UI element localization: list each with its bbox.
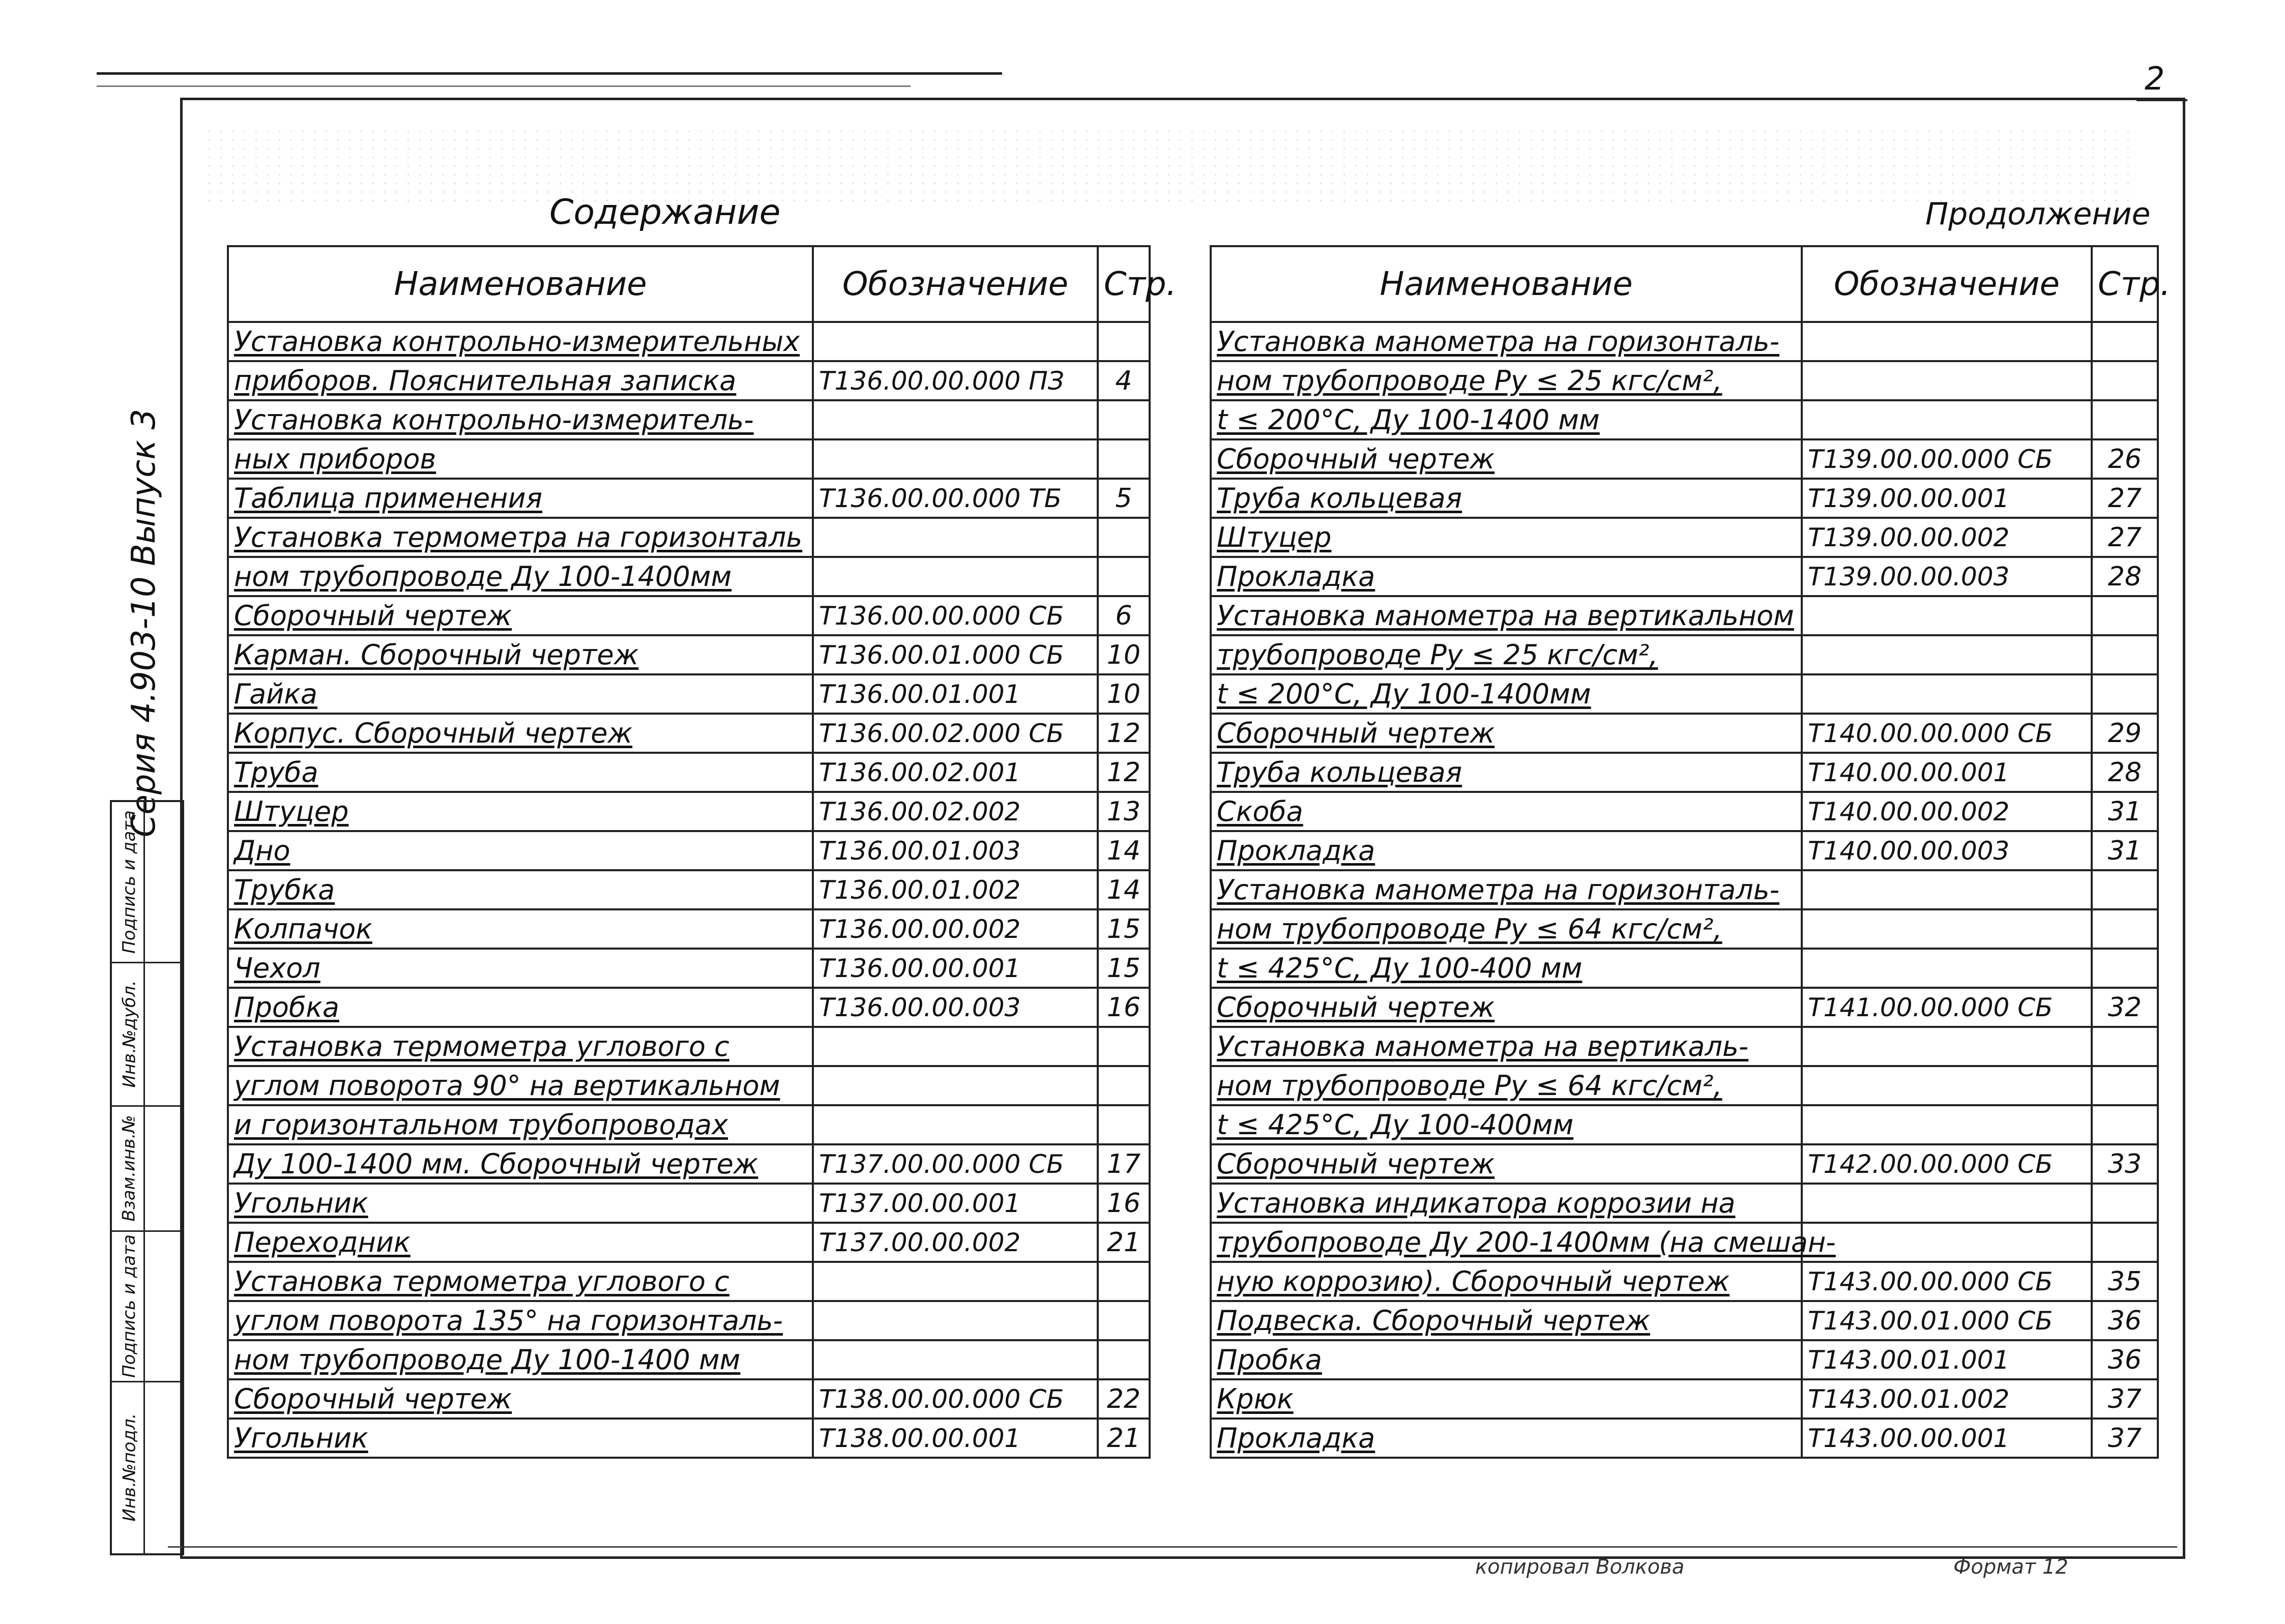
table-row [1211,518,2158,557]
table-row [228,635,1150,674]
row-designation: Т140.00.00.000 СБ [1802,714,2092,753]
row-name: t ≤ 200°С, Ду 100-1400 мм [1211,400,1802,439]
series-label-text: Серия 4.903-10 Выпуск 3 [125,408,163,838]
row-page [2092,870,2158,909]
row-designation: Т142.00.00.000 СБ [1802,1144,2092,1184]
table-row [1211,361,2158,400]
row-designation: Т143.00.01.000 СБ [1802,1301,2092,1340]
row-designation [813,1105,1098,1144]
row-designation: Т140.00.00.003 [1802,831,2092,870]
table-row [228,1144,1150,1184]
row-name: Установка термометра углового с [228,1027,813,1066]
row-name: t ≤ 425°С, Ду 100-400 мм [1211,949,1802,988]
table-row [1211,1262,2158,1301]
row-designation: Т136.00.02.002 [813,792,1098,831]
row-page [1098,439,1150,479]
row-page: 27 [2092,518,2158,557]
table-row [1211,1340,2158,1379]
row-designation [1802,400,2092,439]
contents-caption: Содержание [549,192,781,232]
row-page: 37 [2092,1379,2158,1419]
row-page [2092,1223,2158,1262]
row-name: t ≤ 425°С, Ду 100-400мм [1211,1105,1802,1144]
row-page: 21 [1098,1419,1150,1458]
top-rule [97,72,1002,75]
row-name: Карман. Сборочный чертеж [228,635,813,674]
contents-table-left [227,245,1177,1459]
row-page: 29 [2092,714,2158,753]
row-name: Труба кольцевая [1211,479,1802,518]
row-name: Колпачок [228,909,813,949]
row-name: Установка манометра на горизонталь- [1211,322,1802,361]
row-name: Установка манометра на вертикальном [1211,596,1802,635]
row-page: 4 [1098,361,1150,400]
table-row [228,909,1150,949]
row-page: 10 [1098,674,1150,714]
stamp-label-inv-dubl: Инв.№дубл. [119,980,140,1088]
row-name: ном трубопроводе Ру ≤ 64 кгс/см², [1211,909,1802,949]
table-row [228,518,1150,557]
row-designation: Т136.00.00.001 [813,949,1098,988]
row-page: 12 [1098,714,1150,753]
row-designation [813,1340,1098,1379]
row-name: Крюк [1211,1379,1802,1419]
table-row [228,1340,1150,1379]
header-name: Наименование [228,246,813,322]
table-row [1211,674,2158,714]
row-name: трубопроводе Ру ≤ 25 кгс/см², [1211,635,1802,674]
contents-table-right [1210,245,2171,1459]
row-page: 10 [1098,635,1150,674]
row-page [2092,322,2158,361]
row-designation [813,1027,1098,1066]
header-designation: Обозначение [1802,246,2092,322]
row-name: углом поворота 90° на вертикальном [228,1066,813,1105]
table-row [1211,714,2158,753]
row-page: 28 [2092,557,2158,596]
row-designation [813,439,1098,479]
row-page: 31 [2092,792,2158,831]
stamp-label-signature-date: Подпись и дата [119,1234,140,1378]
table-row [228,557,1150,596]
row-designation: Т136.00.02.000 СБ [813,714,1098,753]
row-name: Корпус. Сборочный чертеж [228,714,813,753]
row-designation: Т143.00.00.000 СБ [1802,1262,2092,1301]
row-page: 16 [1098,988,1150,1027]
row-designation [1802,1223,2092,1262]
stamp-label-vzam-inv: Взам.инв.№ [119,1115,140,1222]
row-page [2092,1184,2158,1223]
row-designation: Т137.00.00.000 СБ [813,1144,1098,1184]
table-row [228,322,1150,361]
table-row [228,1379,1150,1419]
row-page: 15 [1098,949,1150,988]
table-row [1211,557,2158,596]
row-page: 14 [1098,831,1150,870]
table-row [228,870,1150,909]
row-designation [1802,361,2092,400]
frame-bottom-rule [168,1546,2177,1548]
row-page [1098,1301,1150,1340]
table-row [1211,1066,2158,1105]
row-designation [1802,674,2092,714]
row-name: Переходник [228,1223,813,1262]
table-row [1211,831,2158,870]
row-page: 6 [1098,596,1150,635]
table-row [1211,635,2158,674]
row-designation: Т136.00.02.001 [813,753,1098,792]
row-designation: Т136.00.01.001 [813,674,1098,714]
row-designation [1802,870,2092,909]
row-designation [1802,596,2092,635]
table-row [1211,792,2158,831]
row-page [1098,1066,1150,1105]
row-designation [813,1301,1098,1340]
row-page [2092,1105,2158,1144]
row-name: Прокладка [1211,557,1802,596]
row-designation: Т143.00.01.002 [1802,1379,2092,1419]
row-designation: Т137.00.00.001 [813,1184,1098,1223]
row-name: Установка манометра на вертикаль- [1211,1027,1802,1066]
table-row [228,479,1150,518]
table-row [1211,949,2158,988]
row-page [1098,400,1150,439]
row-name: трубопроводе Ду 200-1400мм (на смешан- [1211,1223,1802,1262]
row-designation: Т136.00.00.000 ТБ [813,479,1098,518]
row-page [2092,674,2158,714]
table-row [1211,909,2158,949]
row-name: ном трубопроводе Ду 100-1400 мм [228,1340,813,1379]
row-page [2092,400,2158,439]
row-designation: Т137.00.00.002 [813,1223,1098,1262]
row-page: 5 [1098,479,1150,518]
row-name: Сборочный чертеж [1211,988,1802,1027]
table-row [1211,479,2158,518]
row-name: Пробка [1211,1340,1802,1379]
row-page [1098,1262,1150,1301]
table-row [1211,1379,2158,1419]
row-page: 22 [1098,1379,1150,1419]
row-name: Установка индикатора коррозии на [1211,1184,1802,1223]
table-row [1211,439,2158,479]
table-row [228,1027,1150,1066]
row-designation [813,1066,1098,1105]
table-row [228,949,1150,988]
table-row [228,361,1150,400]
row-page: 36 [2092,1340,2158,1379]
row-page [2092,909,2158,949]
stamp-label-signature-date-2: Подпись и дата [119,810,140,954]
row-designation [813,557,1098,596]
row-name: Установка контрольно-измеритель- [228,400,813,439]
header-page: Стр. [1098,246,1150,322]
row-designation: Т136.00.01.000 СБ [813,635,1098,674]
row-page: 17 [1098,1144,1150,1184]
row-designation: Т139.00.00.001 [1802,479,2092,518]
row-page: 27 [2092,479,2158,518]
row-designation: Т136.00.00.002 [813,909,1098,949]
row-designation: Т138.00.00.000 СБ [813,1379,1098,1419]
footer-format: Формат 12 [1953,1555,2068,1579]
row-page: 28 [2092,753,2158,792]
row-name: Ду 100-1400 мм. Сборочный чертеж [228,1144,813,1184]
row-name: ном трубопроводе Ру ≤ 64 кгс/см², [1211,1066,1802,1105]
row-page [1098,518,1150,557]
table-row [228,1223,1150,1262]
row-name: Прокладка [1211,1419,1802,1458]
row-page: 37 [2092,1419,2158,1458]
stamp-side-block [110,800,184,1555]
continuation-caption: Продолжение [1925,196,2151,232]
stamp-divider [143,802,145,1553]
table-row [228,1066,1150,1105]
contents-rows-left [228,322,1150,1458]
table-row [228,1301,1150,1340]
row-name: углом поворота 135° на горизонталь- [228,1301,813,1340]
table-row [1211,1105,2158,1144]
row-page [2092,949,2158,988]
contents-rows-right [1211,322,2158,1458]
row-designation [813,400,1098,439]
row-page: 16 [1098,1184,1150,1223]
row-designation: Т139.00.00.002 [1802,518,2092,557]
row-name: t ≤ 200°С, Ду 100-1400мм [1211,674,1802,714]
row-name: ную коррозию). Сборочный чертеж [1211,1262,1802,1301]
row-name: Сборочный чертеж [1211,714,1802,753]
row-page [1098,322,1150,361]
row-designation: Т136.00.00.000 ПЗ [813,361,1098,400]
row-name: приборов. Пояснительная записка [228,361,813,400]
top-rule-thin [97,85,911,87]
row-name: Установка термометра на горизонталь [228,518,813,557]
table-row [1211,322,2158,361]
row-name: Сборочный чертеж [228,1379,813,1419]
row-designation [1802,949,2092,988]
row-page [1098,1105,1150,1144]
row-name: Установка манометра на горизонталь- [1211,870,1802,909]
table-row [1211,1184,2158,1223]
row-designation [1802,1184,2092,1223]
row-page: 13 [1098,792,1150,831]
row-page: 33 [2092,1144,2158,1184]
row-name: Сборочный чертеж [1211,1144,1802,1184]
row-page: 31 [2092,831,2158,870]
row-name: Угольник [228,1184,813,1223]
row-page: 14 [1098,870,1150,909]
row-designation [1802,909,2092,949]
table-row [228,439,1150,479]
table-row [228,400,1150,439]
row-name: Прокладка [1211,831,1802,870]
row-designation: Т143.00.01.001 [1802,1340,2092,1379]
row-designation [813,1262,1098,1301]
row-designation: Т139.00.00.000 СБ [1802,439,2092,479]
series-label [113,408,174,838]
table-row [1211,753,2158,792]
row-designation [1802,635,2092,674]
row-designation [1802,322,2092,361]
row-designation [813,322,1098,361]
table-row [228,596,1150,635]
table-row [1211,988,2158,1027]
table-row [1211,1027,2158,1066]
row-name: Скоба [1211,792,1802,831]
page-number: 2 [2145,60,2165,97]
row-name: Труба кольцевая [1211,753,1802,792]
row-name: Гайка [228,674,813,714]
row-name: Установка термометра углового с [228,1262,813,1301]
row-name: Сборочный чертеж [228,596,813,635]
row-designation: Т138.00.00.001 [813,1419,1098,1458]
table-row [228,714,1150,753]
row-page [1098,1027,1150,1066]
table-row [1211,1144,2158,1184]
header-page: Стр. [2092,246,2158,322]
table-row [228,1105,1150,1144]
row-name: Дно [228,831,813,870]
row-designation: Т136.00.01.003 [813,831,1098,870]
table-row [1211,1419,2158,1458]
row-designation: Т136.00.00.000 СБ [813,596,1098,635]
row-page [2092,596,2158,635]
row-name: Трубка [228,870,813,909]
row-designation [1802,1066,2092,1105]
header-designation: Обозначение [813,246,1098,322]
table-row [1211,1223,2158,1262]
row-name: Штуцер [228,792,813,831]
row-name: ном трубопроводе Ру ≤ 25 кгс/см², [1211,361,1802,400]
row-designation: Т140.00.00.002 [1802,792,2092,831]
table-row [228,831,1150,870]
row-page [2092,1066,2158,1105]
row-name: Труба [228,753,813,792]
row-designation: Т139.00.00.003 [1802,557,2092,596]
table-row [1211,400,2158,439]
table-row [228,753,1150,792]
header-name: Наименование [1211,246,1802,322]
row-page: 26 [2092,439,2158,479]
table-row [228,674,1150,714]
row-page [1098,557,1150,596]
row-page: 32 [2092,988,2158,1027]
row-designation [813,518,1098,557]
row-designation: Т141.00.00.000 СБ [1802,988,2092,1027]
table-row [228,1262,1150,1301]
row-designation [1802,1105,2092,1144]
footer-copied: копировал Волкова [1475,1555,1685,1579]
row-name: Чехол [228,949,813,988]
row-name: Пробка [228,988,813,1027]
row-name: Угольник [228,1419,813,1458]
row-page: 21 [1098,1223,1150,1262]
table-row [228,1184,1150,1223]
table-row [1211,870,2158,909]
table-row [228,792,1150,831]
row-name: Сборочный чертеж [1211,439,1802,479]
table-row [228,1419,1150,1458]
row-page: 35 [2092,1262,2158,1301]
row-name: Штуцер [1211,518,1802,557]
stamp-label-inv-podl: Инв.№подл. [119,1413,140,1521]
row-page [1098,1340,1150,1379]
row-name: Таблица применения [228,479,813,518]
row-name: Подвеска. Сборочный чертеж [1211,1301,1802,1340]
table-row [228,988,1150,1027]
row-designation: Т140.00.00.001 [1802,753,2092,792]
row-page: 15 [1098,909,1150,949]
row-page [2092,361,2158,400]
row-name: Установка контрольно-измерительных [228,322,813,361]
row-page: 12 [1098,753,1150,792]
row-name: и горизонтальном трубопроводах [228,1105,813,1144]
row-name: ном трубопроводе Ду 100-1400мм [228,557,813,596]
row-page [2092,635,2158,674]
row-page [2092,1027,2158,1066]
row-designation: Т143.00.00.001 [1802,1419,2092,1458]
row-page: 36 [2092,1301,2158,1340]
row-designation: Т136.00.00.003 [813,988,1098,1027]
row-designation: Т136.00.01.002 [813,870,1098,909]
row-designation [1802,1027,2092,1066]
table-row [1211,1301,2158,1340]
row-name: ных приборов [228,439,813,479]
table-row [1211,596,2158,635]
